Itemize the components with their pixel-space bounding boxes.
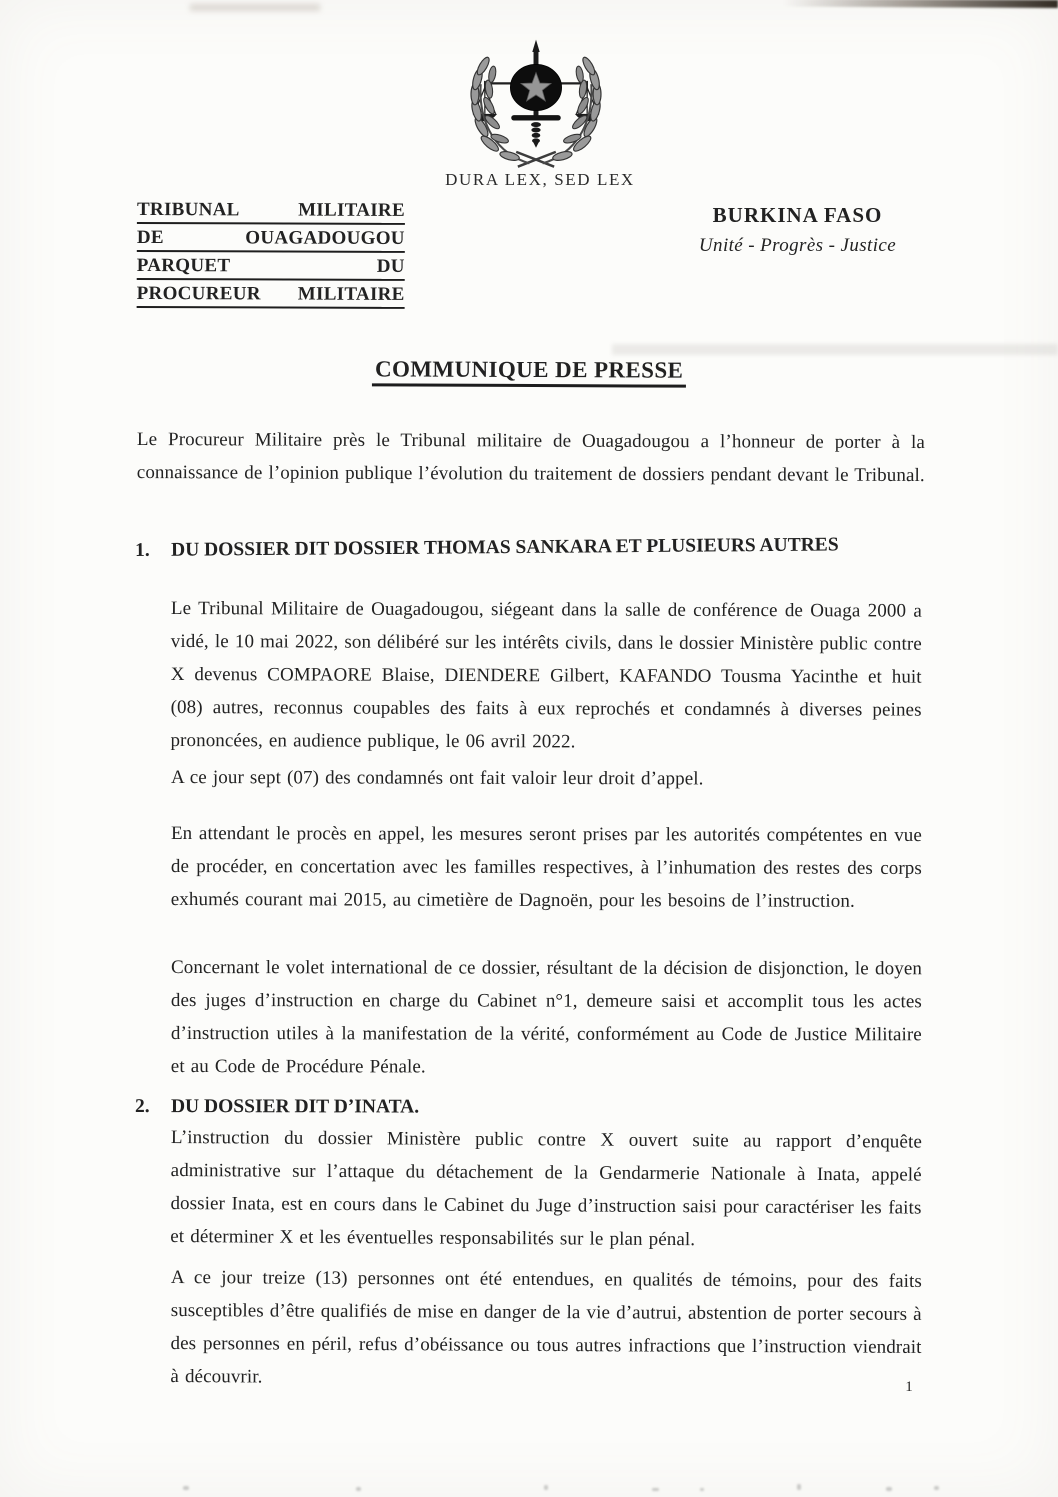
scan-artifact-top-right [783, 0, 1058, 8]
national-motto: Unité - Progrès - Justice [698, 235, 897, 256]
section-heading-text: DU DOSSIER DIT D’INATA. [170, 1096, 420, 1118]
scales-of-justice-wreath-emblem-icon [442, 38, 630, 170]
issuer-block [137, 199, 405, 312]
scan-artifact-dot [934, 1486, 939, 1490]
title-row [0, 357, 1058, 387]
state-block [655, 203, 940, 257]
page-number: 1 [905, 1379, 913, 1395]
scan-artifact-band [612, 344, 1058, 355]
section-2-heading [135, 1093, 927, 1122]
paragraph: A ce jour treize (13) personnes ont été entendues, en qualités de témoins, pour des faits susceptibles d’être qualifiés de mise en danger de la vie d’autrui, abstention de porter secours à des personnes en péril, refus d’obéissance ou tous autres infractions que l’instruction viendrait à découvrir. [170, 1266, 922, 1388]
scan-artifact-dot [700, 1488, 704, 1491]
scan-artifact-dot [797, 1484, 801, 1490]
section-heading-text: DU DOSSIER DIT DOSSIER THOMAS SANKARA ET PLUSIEURS AUTRES [171, 534, 839, 561]
paragraph: L’instruction du dossier Ministère public contre X ouvert suite au rapport d’enquête administrative sur l’attaque du détachement de la Gendarmerie Nationale à Inata, appelé dossier Inata, est en cours dans le Cabinet du Juge d’instruction saisi pour caractériser les faits et déterminer X et les éventuelles responsabilités sur le plan pénal. [170, 1126, 922, 1251]
country-name: BURKINA FASO [712, 203, 883, 227]
scan-artifact-dot [886, 1487, 892, 1491]
paragraph: A ce jour sept (07) des condamnés ont fait valoir leur droit d’appel. [170, 767, 704, 790]
section-1-heading [135, 531, 927, 565]
issuer-line: DE OUAGADOUGOU [137, 227, 405, 253]
issuer-line: TRIBUNAL MILITAIRE [137, 199, 405, 225]
page-title: COMMUNIQUE DE PRESSE [372, 356, 686, 387]
scan-artifact-dot [356, 1487, 361, 1491]
scan-artifact-dot [544, 1485, 548, 1490]
section-number: 2. [134, 1096, 150, 1118]
intro-paragraph: Le Procureur Militaire près le Tribunal militaire de Ouagadougou a l’honneur de porter à la connaissance de l’opinion publique l’évolution du traitement de dossiers pendant devant le Tribunal. [136, 428, 925, 487]
issuer-line: PARQUET DU [137, 255, 405, 281]
section-number: 1. [135, 539, 150, 561]
paragraph: Le Tribunal Militaire de Ouagadougou, siégeant dans la salle de conférence de Ouaga 2000 a vidé, le 10 mai 2022, son délibéré sur les intérêts civils, dans le dossier Ministère public contre X devenus COMPAORE Blaise, DIENDERE Gilbert, KAFANDO Tousma Yacinthe et huit (08) autres, reconnus coupables des faits à eux reprochés et condamnés à diverses peines prononcées, en audience publique, le 06 avril 2022. [170, 597, 922, 753]
paragraph: En attendant le procès en appel, les mesures seront prises par les autorités compétentes en vue de procéder, en concertation avec les familles respectives, à l’inhumation des restes des corps exhumés courant mai 2015, au cimetière de Dagnoën, pour les besoins de l’instruction. [170, 823, 922, 912]
issuer-line: PROCUREUR MILITAIRE [137, 283, 405, 309]
scan-artifact-dot [183, 1486, 189, 1490]
scan-artifact-smudge [190, 4, 320, 11]
scan-artifact-dot [652, 1488, 659, 1491]
emblem-motto: DURA LEX, SED LEX [445, 170, 635, 189]
paragraph: Concernant le volet international de ce dossier, résultant de la décision de disjonction, le doyen des juges d’instruction en charge du Cabinet n°1, demeure saisi et accomplit tous les actes d’instruction utiles à la manifestation de la vérité, conformément au Code de Justice Militaire et au Code de Procédure Pénale. [170, 957, 922, 1078]
